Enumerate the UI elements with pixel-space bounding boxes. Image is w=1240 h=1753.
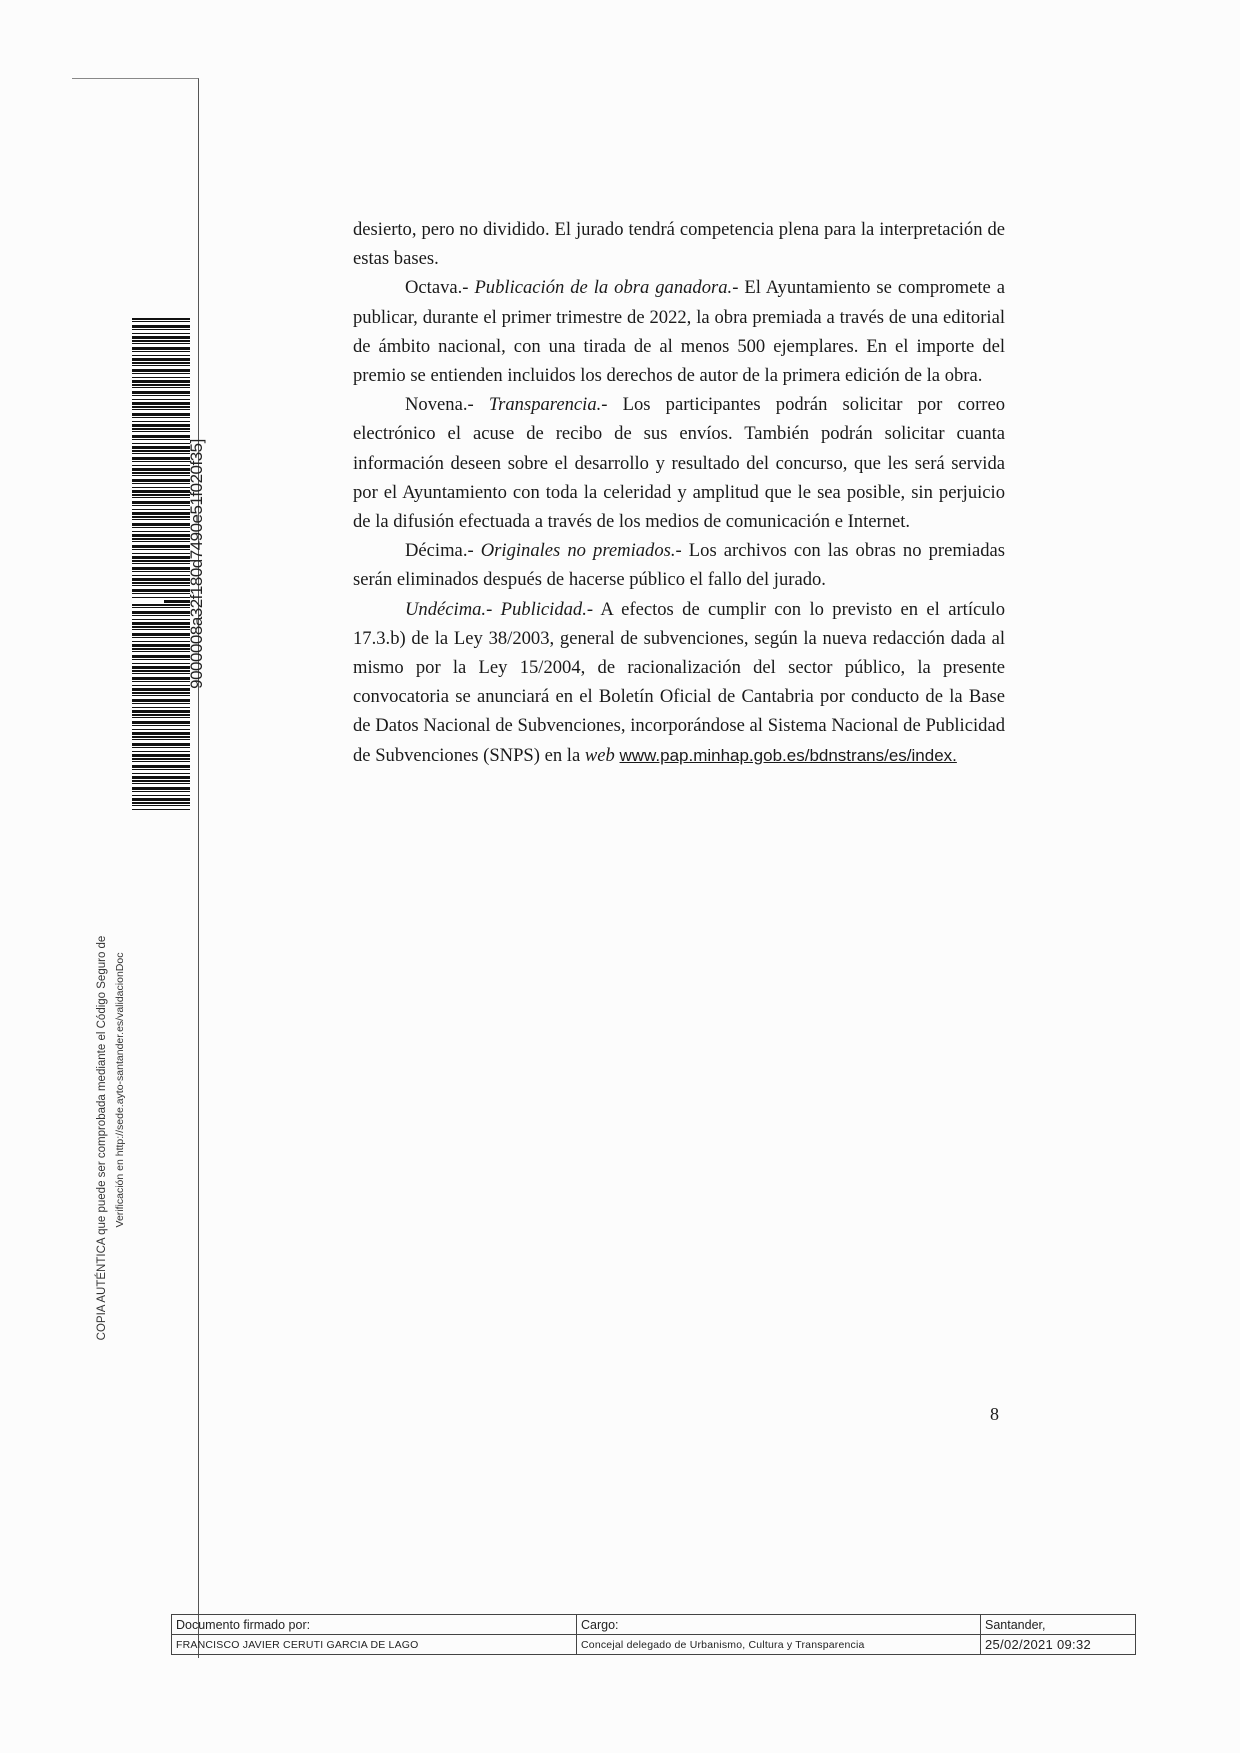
decima-label: Décima.- [405,540,474,562]
decima-text: Los archivos con las obras no premiadas serán eliminados después de hacerse público el fallo del jurado. [353,540,1005,591]
signed-by-value: FRANCISCO JAVIER CERUTI GARCIA DE LAGO [172,1635,577,1655]
undecima-title: Undécima.- Publicidad.- [405,598,594,620]
date-value: 25/02/2021 09:32 [981,1635,1136,1655]
undecima-text: A efectos de cumplir con lo previsto en el artículo 17.3.b) de la Ley 38/2003, general de subvenciones, según la nueva redacción dada al mismo por la Ley 15/2004, de racionalización del sector público, la presente convocatoria se anunciará en el Boletín Oficial de Cantabria por conducto de la Base de Datos Nacional de Subvenciones, incorporándose al Sistema Nacional de Publicidad de Subvenciones (SNPS) en la [353,598,1005,766]
signature-box [171,1614,1136,1655]
octava-label: Octava.- [405,277,469,299]
octava-title: Publicación de la obra ganadora.- [474,277,739,299]
page-number: 8 [990,1404,999,1424]
barcode-gap [130,740,164,742]
paragraph-novena [353,390,1005,536]
barcode-gap [130,600,164,603]
place-label: Santander, [981,1615,1136,1635]
cargo-label: Cargo: [577,1615,981,1635]
document-body [353,215,1005,770]
verificacion-line: Verificación en http://sede.ayto-santander.es/validacionDoc [114,952,126,1228]
csv-code: 9000008a32f180d7490e51f020f35] [187,439,206,689]
copia-autentica-line: COPIA AUTÉNTICA que puede ser comprobada mediante el Código Seguro de [96,935,108,1341]
novena-text: Los participantes podrán solicitar por correo electrónico el acuse de recibo de sus envíos. También podrán solicitar cuanta información deseen sobre el desarrollo y resultado del concurso, que les será servida por el Ayuntamiento con toda la celeridad y amplitud que le sea posible, sin perjuicio de la difusión efectuada a través de los medios de comunicación e Internet. [353,394,1005,533]
paragraph-intro: desierto, pero no dividido. El jurado tendrá competencia plena para la interpretación de estas bases. [353,219,1005,270]
undecima-web: web [584,744,615,766]
novena-title: Transparencia.- [488,394,608,416]
margin-frame [72,78,199,1658]
paragraph-decima [353,536,1005,594]
paragraph-octava [353,273,1005,390]
undecima-url-link[interactable]: www.pap.minhap.gob.es/bdnstrans/es/index. [619,745,957,765]
octava-text: El Ayuntamiento se compromete a publicar, durante el primer trimestre de 2022, la obra premiada a través de una editorial de ámbito nacional, con una tirada de al menos 500 ejemplares. En el importe del premio se entienden incluidos los derechos de autor de la primera edición de la obra. [353,277,1005,387]
decima-title: Originales no premiados.- [480,540,682,562]
cargo-value: Concejal delegado de Urbanismo, Cultura y Transparencia [577,1635,981,1655]
novena-label: Novena.- [405,394,474,416]
barcode [132,318,190,810]
signed-by-label: Documento firmado por: [172,1615,577,1635]
paragraph-undecima [353,595,1005,770]
